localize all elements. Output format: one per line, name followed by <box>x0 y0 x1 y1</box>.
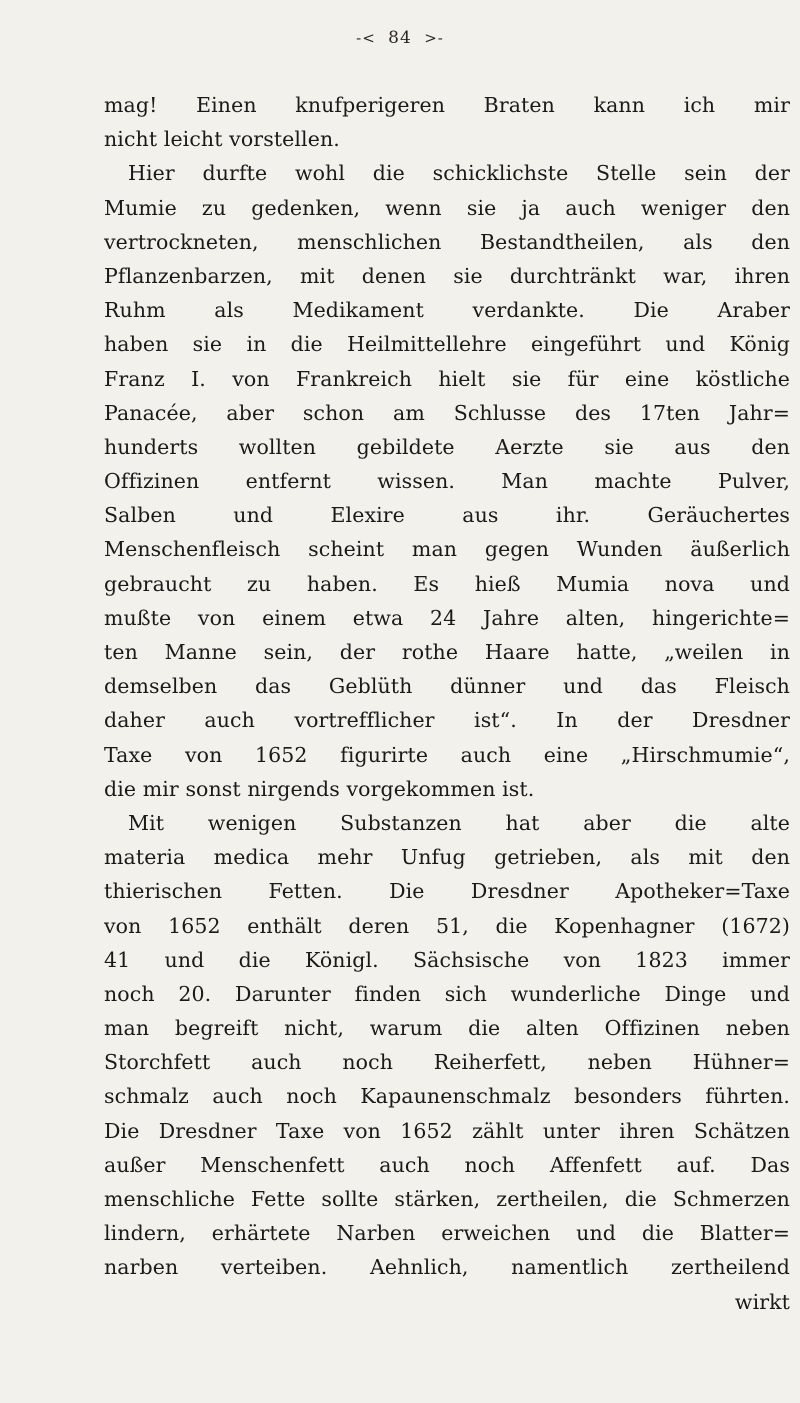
text-line: hunderts wollten gebildete Aerzte sie aus den <box>104 434 790 459</box>
text-line: Franz I. von Frankreich hielt sie für eine köstliche <box>104 366 790 391</box>
text-line: schmalz auch noch Kapaunenschmalz besonders führten. <box>104 1084 790 1109</box>
text-line: Mumie zu gedenken, wenn sie ja auch weniger den <box>104 195 790 220</box>
text-line: daher auch vortrefflicher ist“. In der Dresdner <box>104 708 790 733</box>
text-line: noch 20. Darunter finden sich wunderliche Dinge und <box>104 981 790 1006</box>
text-line: die mir sonst nirgends vorgekommen ist. <box>104 776 535 801</box>
right-ornament: >- <box>424 29 444 47</box>
text-line: demselben das Geblüth dünner und das Fleisch <box>104 674 790 699</box>
text-line: materia medica mehr Unfug getrieben, als mit den <box>104 845 790 870</box>
text-line: mußte von einem etwa 24 Jahre alten, hingerichte= <box>104 605 790 630</box>
body-text <box>104 88 790 1319</box>
text-line: Pflanzenbarzen, mit denen sie durchtränkt war, ihren <box>104 263 790 288</box>
text-line: Offizinen entfernt wissen. Man machte Pulver, <box>104 469 790 494</box>
text-line: Hier durfte wohl die schicklichste Stelle sein der <box>128 161 790 186</box>
left-ornament: -< <box>356 29 376 47</box>
text-line: haben sie in die Heilmittellehre eingeführt und König <box>104 332 790 357</box>
text-line: Salben und Elexire aus ihr. Geräuchertes <box>104 503 790 528</box>
text-line: von 1652 enthält deren 51, die Kopenhagner (1672) <box>104 913 790 938</box>
text-line: Mit wenigen Substanzen hat aber die alte <box>128 810 790 835</box>
text-line: Taxe von 1652 figurirte auch eine „Hirschmumie“, <box>104 742 790 767</box>
text-line: Die Dresdner Taxe von 1652 zählt unter ihren Schätzen <box>104 1118 790 1143</box>
text-line: Ruhm als Medikament verdankte. Die Araber <box>104 298 790 323</box>
text-line: nicht leicht vorstellen. <box>104 127 340 152</box>
text-line: vertrockneten, menschlichen Bestandtheilen, als den <box>104 229 790 254</box>
text-line: außer Menschenfett auch noch Affenfett auf. Das <box>104 1152 790 1177</box>
catchword: wirkt <box>734 1289 790 1314</box>
text-line: 41 und die Königl. Sächsische von 1823 immer <box>104 947 790 972</box>
text-line: Panacée, aber schon am Schlusse des 17ten Jahr= <box>104 400 790 425</box>
text-line: narben verteiben. Aehnlich, namentlich zertheilend <box>104 1255 790 1280</box>
text-line: lindern, erhärtete Narben erweichen und die Blatter= <box>104 1221 790 1246</box>
text-line: ten Manne sein, der rothe Haare hatte, „weilen in <box>104 640 790 664</box>
text-line: thierischen Fetten. Die Dresdner Apotheker=Taxe <box>104 879 790 904</box>
page-header <box>0 28 800 48</box>
text-line: Menschenfleisch scheint man gegen Wunden äußerlich <box>104 537 790 562</box>
text-line: menschliche Fette sollte stärken, zertheilen, die Schmerzen <box>104 1187 790 1211</box>
page-number: 84 <box>388 28 412 48</box>
text-line: gebraucht zu haben. Es hieß Mumia nova und <box>104 571 790 596</box>
text-line: mag! Einen knufperigeren Braten kann ich mir <box>104 93 790 117</box>
text-line: Storchfett auch noch Reiherfett, neben Hühner= <box>104 1050 790 1075</box>
text-line: man begreift nicht, warum die alten Offizinen neben <box>104 1016 790 1041</box>
